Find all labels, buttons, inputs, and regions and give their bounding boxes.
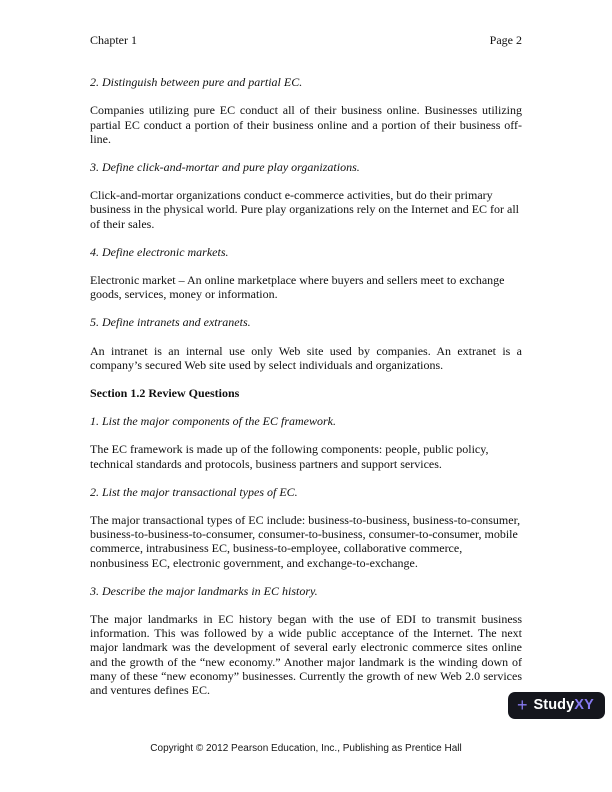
brand-main: Study: [533, 697, 575, 714]
page-content: [90, 33, 522, 711]
question-text: 4. Define electronic markets.: [90, 244, 229, 259]
answer-text: An intranet is an internal use only Web site used by companies. An extranet is a company’s secured Web site used by select individuals and organizations.: [90, 343, 522, 372]
answer-text: Click-and-mortar organizations conduct e-commerce activities, but do their primary business in the physical world. Pure play organizations rely on the Internet and EC for all of their sales.: [90, 188, 520, 231]
studyxy-badge[interactable]: [508, 692, 605, 719]
answer-text: The EC framework is made up of the following components: people, public policy, technical standards and protocols, business partners and support services.: [90, 442, 489, 471]
plus-icon: +: [517, 694, 528, 715]
answer-text: The major landmarks in EC history began with the use of EDI to transmit business information. This was followed by a wide public acceptance of the Internet. The next major landmark was the development of several early electronic commerce sites online and the growth of the “new economy.” Another major landmark is the winding down of many of these “new economy” businesses. Currently the growth of new Web 2.0 services and ventures defines EC.: [90, 612, 522, 698]
page-number: Page 2: [489, 33, 522, 47]
question-text: 3. Define click-and-mortar and pure play organizations.: [90, 160, 360, 175]
question-text: 1. List the major components of the EC framework.: [90, 414, 336, 429]
section-heading: Section 1.2 Review Questions: [90, 386, 240, 401]
answer-text: Electronic market – An online marketplace where buyers and sellers meet to exchange goods, services, money or information.: [90, 273, 505, 302]
question-text: 5. Define intranets and extranets.: [90, 315, 251, 330]
answer-text: The major transactional types of EC include: business-to-business, business-to-consumer, business-to-business-to-consumer, consumer-to-business, consumer-to-consumer, mobile commerce, intrabusiness EC, business-to-employee, collaborative commerce, nonbusiness EC, electronic government, and exchange-to-exchange.: [90, 513, 521, 570]
copyright-text: Copyright © 2012 Pearson Education, Inc., Publishing as Prentice Hall: [150, 743, 462, 754]
question-text: 2. Distinguish between pure and partial EC.: [90, 75, 303, 90]
page-header: [90, 33, 522, 47]
chapter-label: Chapter 1: [90, 33, 137, 47]
answer-text: Companies utilizing pure EC conduct all of their business online. Businesses utilizing partial EC conduct a portion of their business online and a portion of their business off-line.: [90, 103, 522, 146]
brand-accent: XY: [574, 697, 594, 714]
question-text: 3. Describe the major landmarks in EC history.: [90, 583, 318, 598]
studyxy-brand-text: [534, 698, 594, 712]
question-text: 2. List the major transactional types of EC.: [90, 484, 298, 499]
